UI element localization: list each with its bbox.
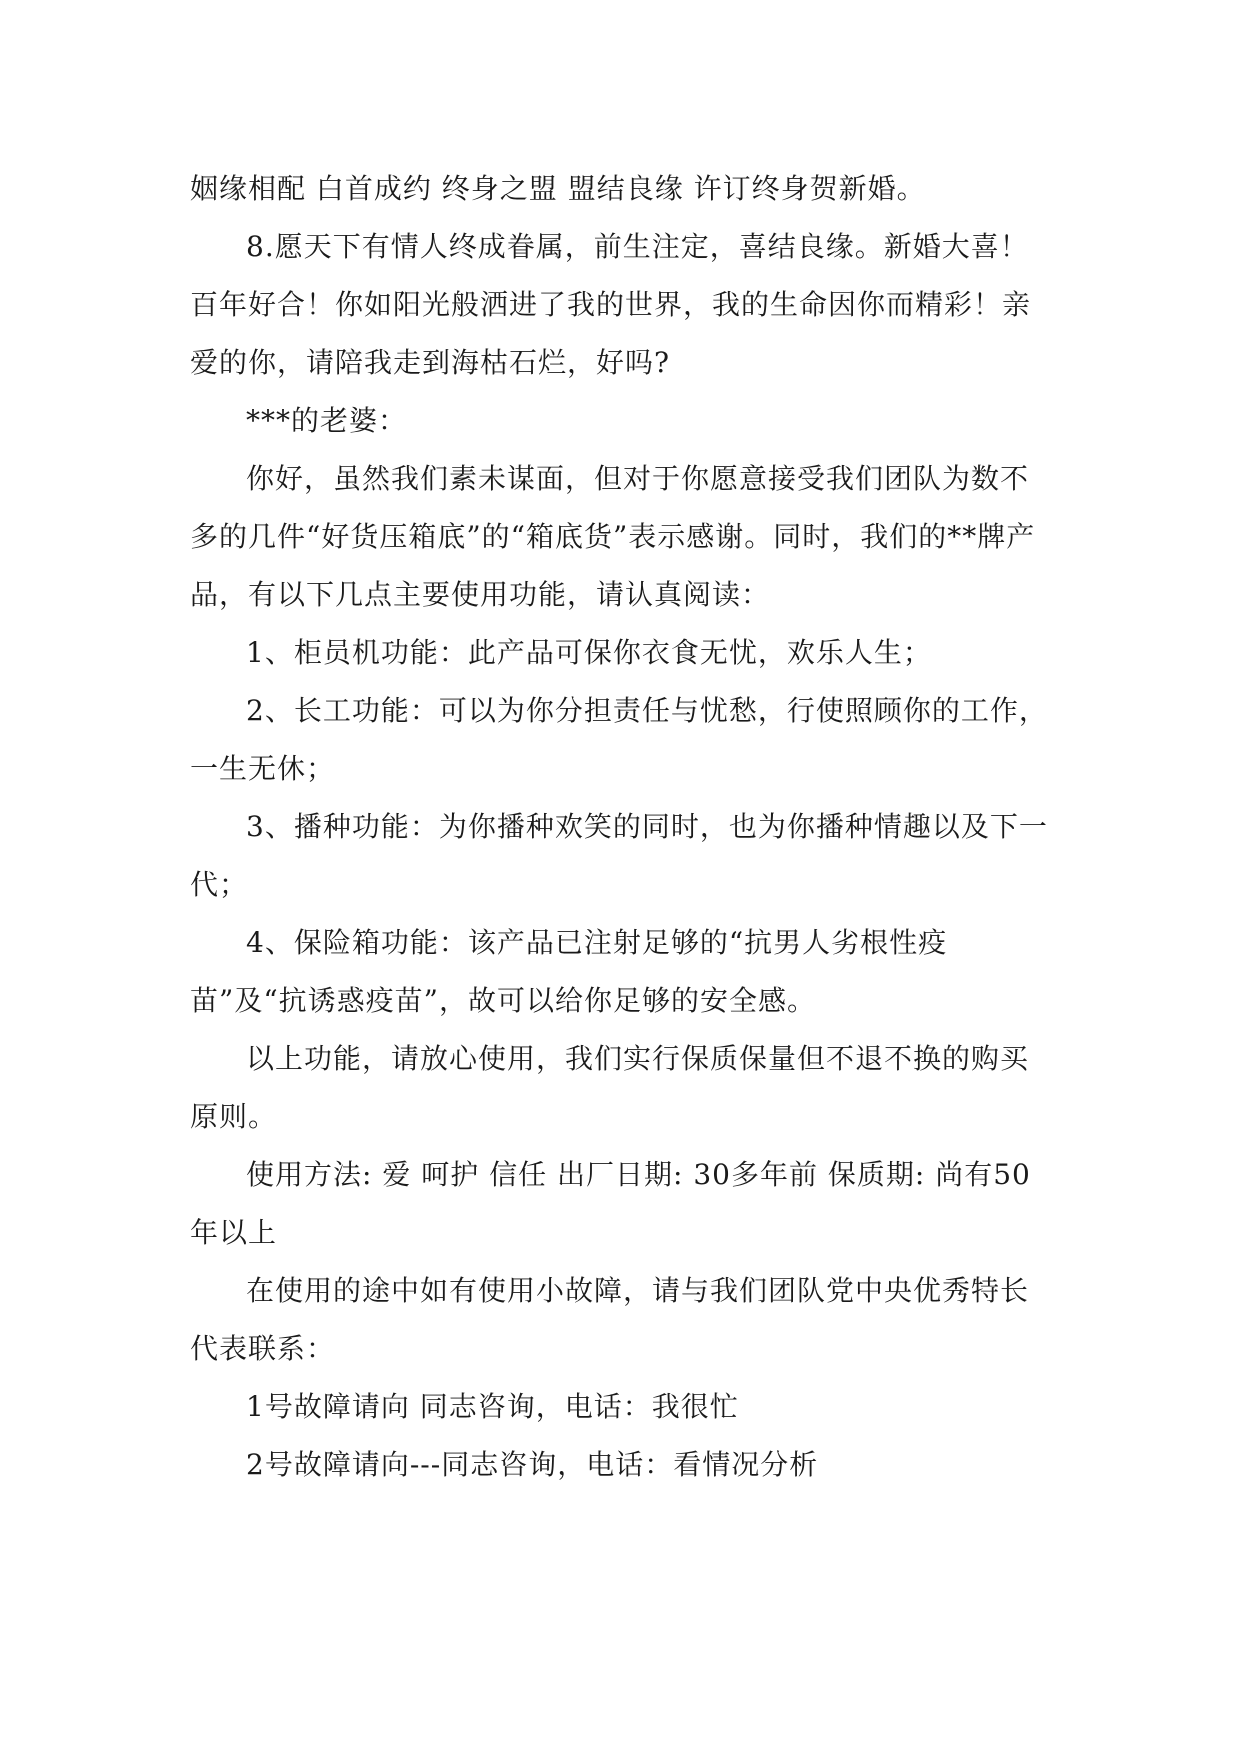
paragraph-5: 2、长工功能：可以为你分担责任与忧愁，行使照顾你的工作，一生无休； [190, 694, 1048, 785]
paragraph-9: 使用方法: 爱 呵护 信任 出厂日期: 30多年前 保质期: 尚有50年以上 [190, 1158, 1031, 1249]
paragraph-3: 你好，虽然我们素未谋面，但对于你愿意接受我们团队为数不多的几件“好货压箱底”的“箱底货”表示感谢。同时，我们的**牌产品，有以下几点主要使用功能，请认真阅读： [190, 462, 1036, 611]
paragraph-2: ***的老婆： [246, 404, 408, 437]
paragraph-7: 4、保险箱功能：该产品已注射足够的“抗男人劣根性疫苗”及“抗诱惑疫苗”，故可以给你足够的安全感。 [190, 926, 948, 1017]
paragraph-4: 1、柜员机功能：此产品可保你衣食无忧，欢乐人生； [246, 636, 932, 669]
paragraph-0: 姻缘相配 白首成约 终身之盟 盟结良缘 许订终身贺新婚。 [190, 172, 926, 205]
paragraph-10: 在使用的途中如有使用小故障，请与我们团队党中央优秀特长代表联系： [190, 1274, 1030, 1365]
paragraph-8: 以上功能，请放心使用，我们实行保质保量但不退不换的购买原则。 [190, 1042, 1030, 1133]
paragraph-1: 8.愿天下有情人终成眷属，前生注定，喜结良缘。新婚大喜！百年好合！你如阳光般洒进了我的世界，我的生命因你而精彩！亲爱的你，请陪我走到海枯石烂，好吗? [190, 230, 1032, 379]
paragraph-6: 3、播种功能：为你播种欢笑的同时，也为你播种情趣以及下一代； [190, 810, 1048, 901]
paragraph-11: 1号故障请向 同志咨询，电话：我很忙 [246, 1390, 739, 1423]
document-body [190, 160, 1050, 1494]
paragraph-12: 2号故障请向---同志咨询，电话：看情况分析 [246, 1448, 819, 1481]
